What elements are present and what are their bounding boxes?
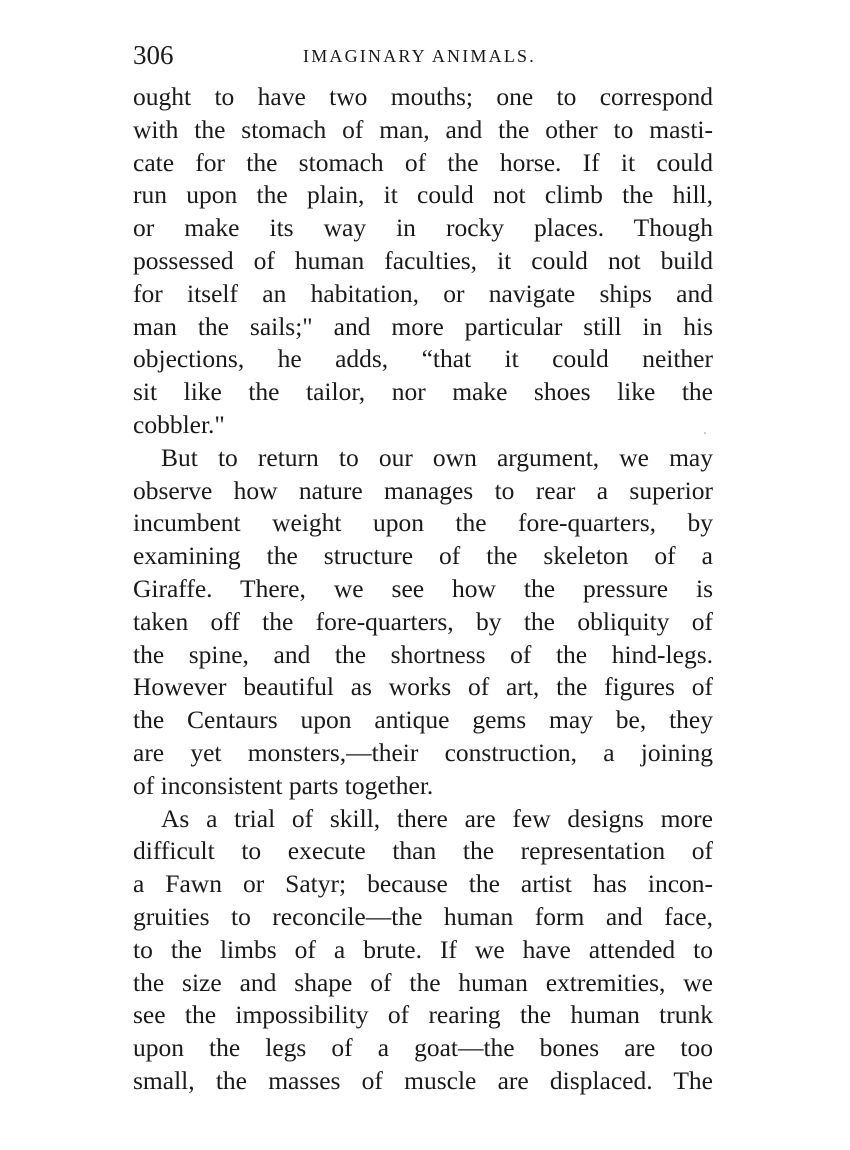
text-line: see the impossibility of rearing the human trunk <box>133 1000 713 1030</box>
paragraph-1 <box>133 81 713 442</box>
text-line: observe how nature manages to rear a superior <box>133 475 713 505</box>
text-line: to the limbs of a brute. If we have attended to <box>133 934 713 964</box>
text-line: upon the legs of a goat—the bones are too <box>133 1033 713 1063</box>
text-line: man the sails;" and more particular still in his <box>133 311 713 341</box>
text-line: As a trial of skill, there are few designs more <box>161 803 713 833</box>
paragraph-3 <box>133 803 713 1098</box>
text-line: objections, he adds, “that it could neither <box>133 344 713 374</box>
text-line: cobbler." <box>133 409 225 439</box>
text-line: the Centaurs upon antique gems may be, they <box>133 705 713 735</box>
text-line: with the stomach of man, and the other to masti- <box>133 114 713 144</box>
paper-speck <box>704 432 706 434</box>
text-line: a Fawn or Satyr; because the artist has incon- <box>133 869 713 899</box>
text-line: or make its way in rocky places. Though <box>133 213 713 243</box>
text-line: But to return to our own argument, we may <box>161 442 713 472</box>
text-line: the spine, and the shortness of the hind-legs. <box>133 639 713 669</box>
text-line: the size and shape of the human extremities, we <box>133 967 713 997</box>
text-line: ought to have two mouths; one to correspond <box>133 82 713 111</box>
text-line: taken off the fore-quarters, by the obliquity of <box>133 606 713 636</box>
text-line: Giraffe. There, we see how the pressure is <box>133 573 713 603</box>
text-line: cate for the stomach of the horse. If it could <box>133 147 713 177</box>
text-line: are yet monsters,—their construction, a joining <box>133 737 713 767</box>
text-line: gruities to reconcile—the human form and face, <box>133 901 713 931</box>
text-line: for itself an habitation, or navigate ships and <box>133 278 713 308</box>
page-number: 306 <box>133 40 174 70</box>
text-line: incumbent weight upon the fore-quarters, by <box>133 508 713 538</box>
text-line: small, the masses of muscle are displaced. The <box>133 1065 713 1095</box>
running-head <box>133 38 713 72</box>
text-line: of inconsistent parts together. <box>133 770 434 800</box>
text-line: run upon the plain, it could not climb the hill, <box>133 180 713 210</box>
running-title: IMAGINARY ANIMALS. <box>303 46 536 66</box>
text-line: difficult to execute than the representation of <box>133 836 713 866</box>
text-line: sit like the tailor, nor make shoes like the <box>133 377 713 407</box>
text-line: examining the structure of the skeleton of a <box>133 541 713 571</box>
paragraph-2 <box>133 442 713 803</box>
text-line: possessed of human faculties, it could not build <box>133 245 713 275</box>
page-body <box>133 81 713 1098</box>
text-line: However beautiful as works of art, the figures of <box>133 672 713 702</box>
